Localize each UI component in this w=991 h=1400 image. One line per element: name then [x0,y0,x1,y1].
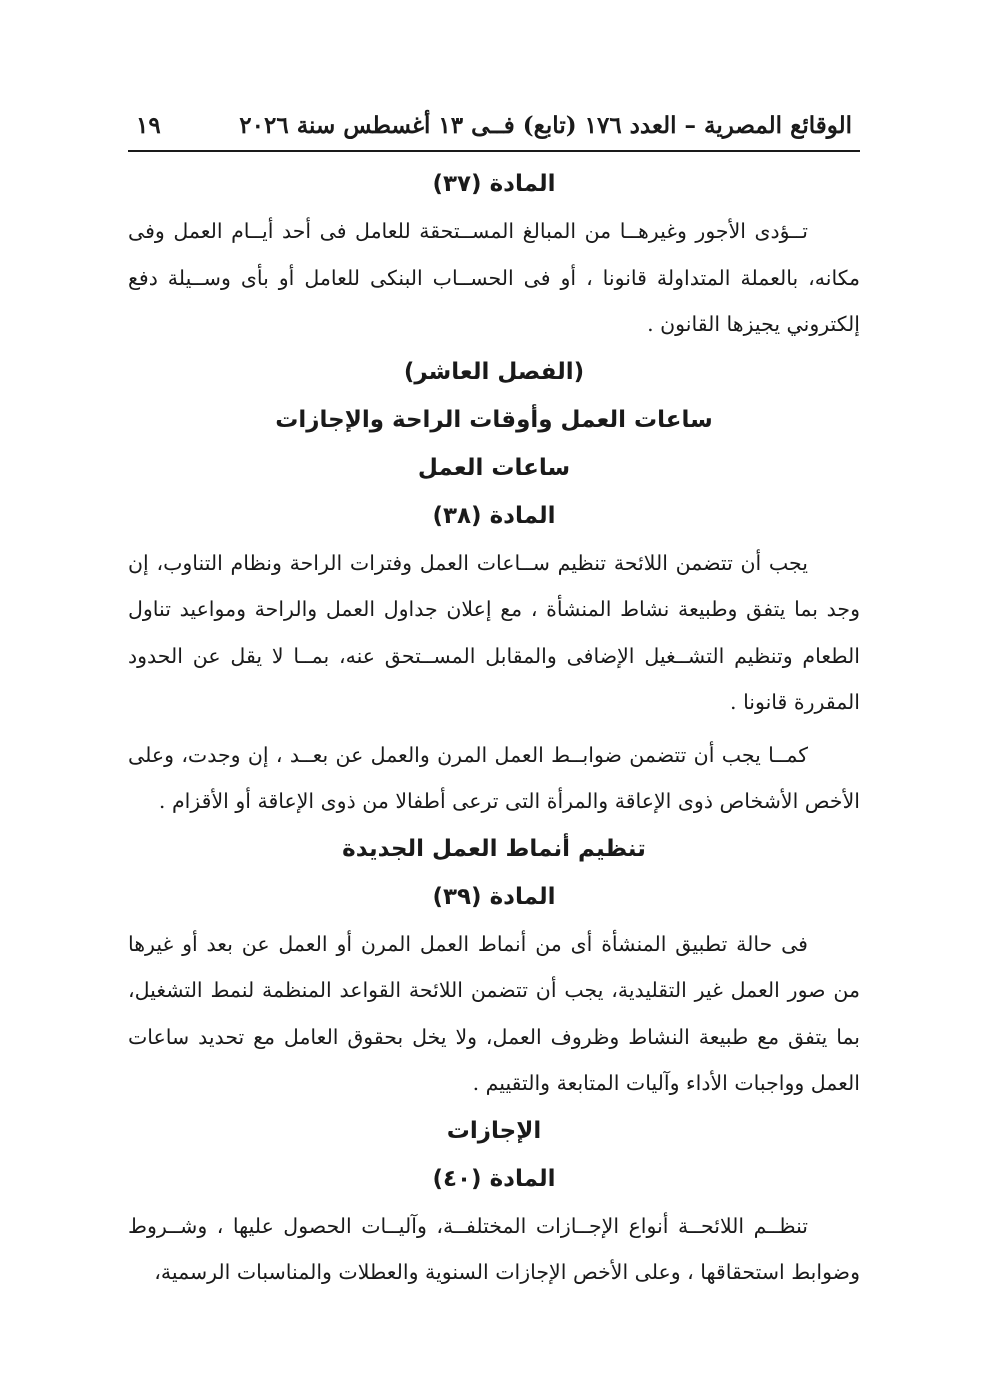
page-content [128,160,860,1296]
article-39-text: فى حالة تطبيق المنشأة أى من أنماط العمل المرن أو العمل عن بعد أو غيرها من صور العمل غير التقليدية، يجب أن تتضمن اللائحة القواعد المنظمة لنمط التشغيل، بما يتفق مع طبيعة النشاط وظروف العمل، ولا يخل بحقوق العامل مع تحديد ساعات العمل وواجبات الأداء وآليات المتابعة والتقييم . [128,931,860,1095]
article-37-heading: المادة (٣٧) [432,171,556,197]
chapter-10-subtitle: ساعات العمل وأوقات الراحة والإجازات [275,406,713,433]
page-number: ١٩ [136,112,161,139]
article-38-text-2: كمــا يجب أن تتضمن ضوابــط العمل المرن والعمل عن بعــد ، إن وجدت، وعلى الأخص الأشخاص ذوى الإعاقة والمرأة التى ترعى أطفالا من ذوى الإعاقة أو الأقزام . [128,742,860,813]
article-40-text: تنظــم اللائحــة أنواع الإجــازات المختلفــة، وآليــات الحصول عليها ، وشــروط وضوابط استحقاقها ، وعلى الأخص الإجازات السنوية والعطلات والمناسبات الرسمية، [128,1213,860,1284]
article-40-heading: المادة (٤٠) [432,1165,556,1192]
article-38-heading: المادة (٣٨) [432,502,556,529]
working-hours-heading: ساعات العمل [417,454,571,481]
new-work-patterns-heading: تنظيم أنماط العمل الجديدة [342,835,646,862]
running-header [128,108,860,152]
chapter-10-heading: (الفصل العاشر) [403,358,585,385]
leaves-heading: الإجازات [446,1117,542,1144]
article-38-text-1: يجب أن تتضمن اللائحة تنظيم ســاعات العمل وفترات الراحة ونظام التناوب، إن وجد بما يتفق وطبيعة نشاط المنشأة ، مع إعلان جداول العمل والراحة ومواعيد تناول الطعام وتنظيم التشــغيل الإضافى والمقابل المســتحق عنه، بمــا لا يقل عن الحدود المقررة قانونا . [128,550,860,714]
gazette-page [128,108,860,1296]
article-37-text: تــؤدى الأجور وغيرهــا من المبالغ المســتحقة للعامل فى أحد أيــام العمل وفى مكانه، بالعملة المتداولة قانونا ، أو فى الحســاب البنكى للعامل أو بأى وســيلة دفع إلكتروني يجيزها القانون . [128,219,860,336]
header-title: الوقائع المصرية – العدد ١٧٦ (تابع) فــى ١٣ أغسطس سنة ٢٠٢٦ [239,112,852,139]
article-39-heading: المادة (٣٩) [432,883,556,910]
